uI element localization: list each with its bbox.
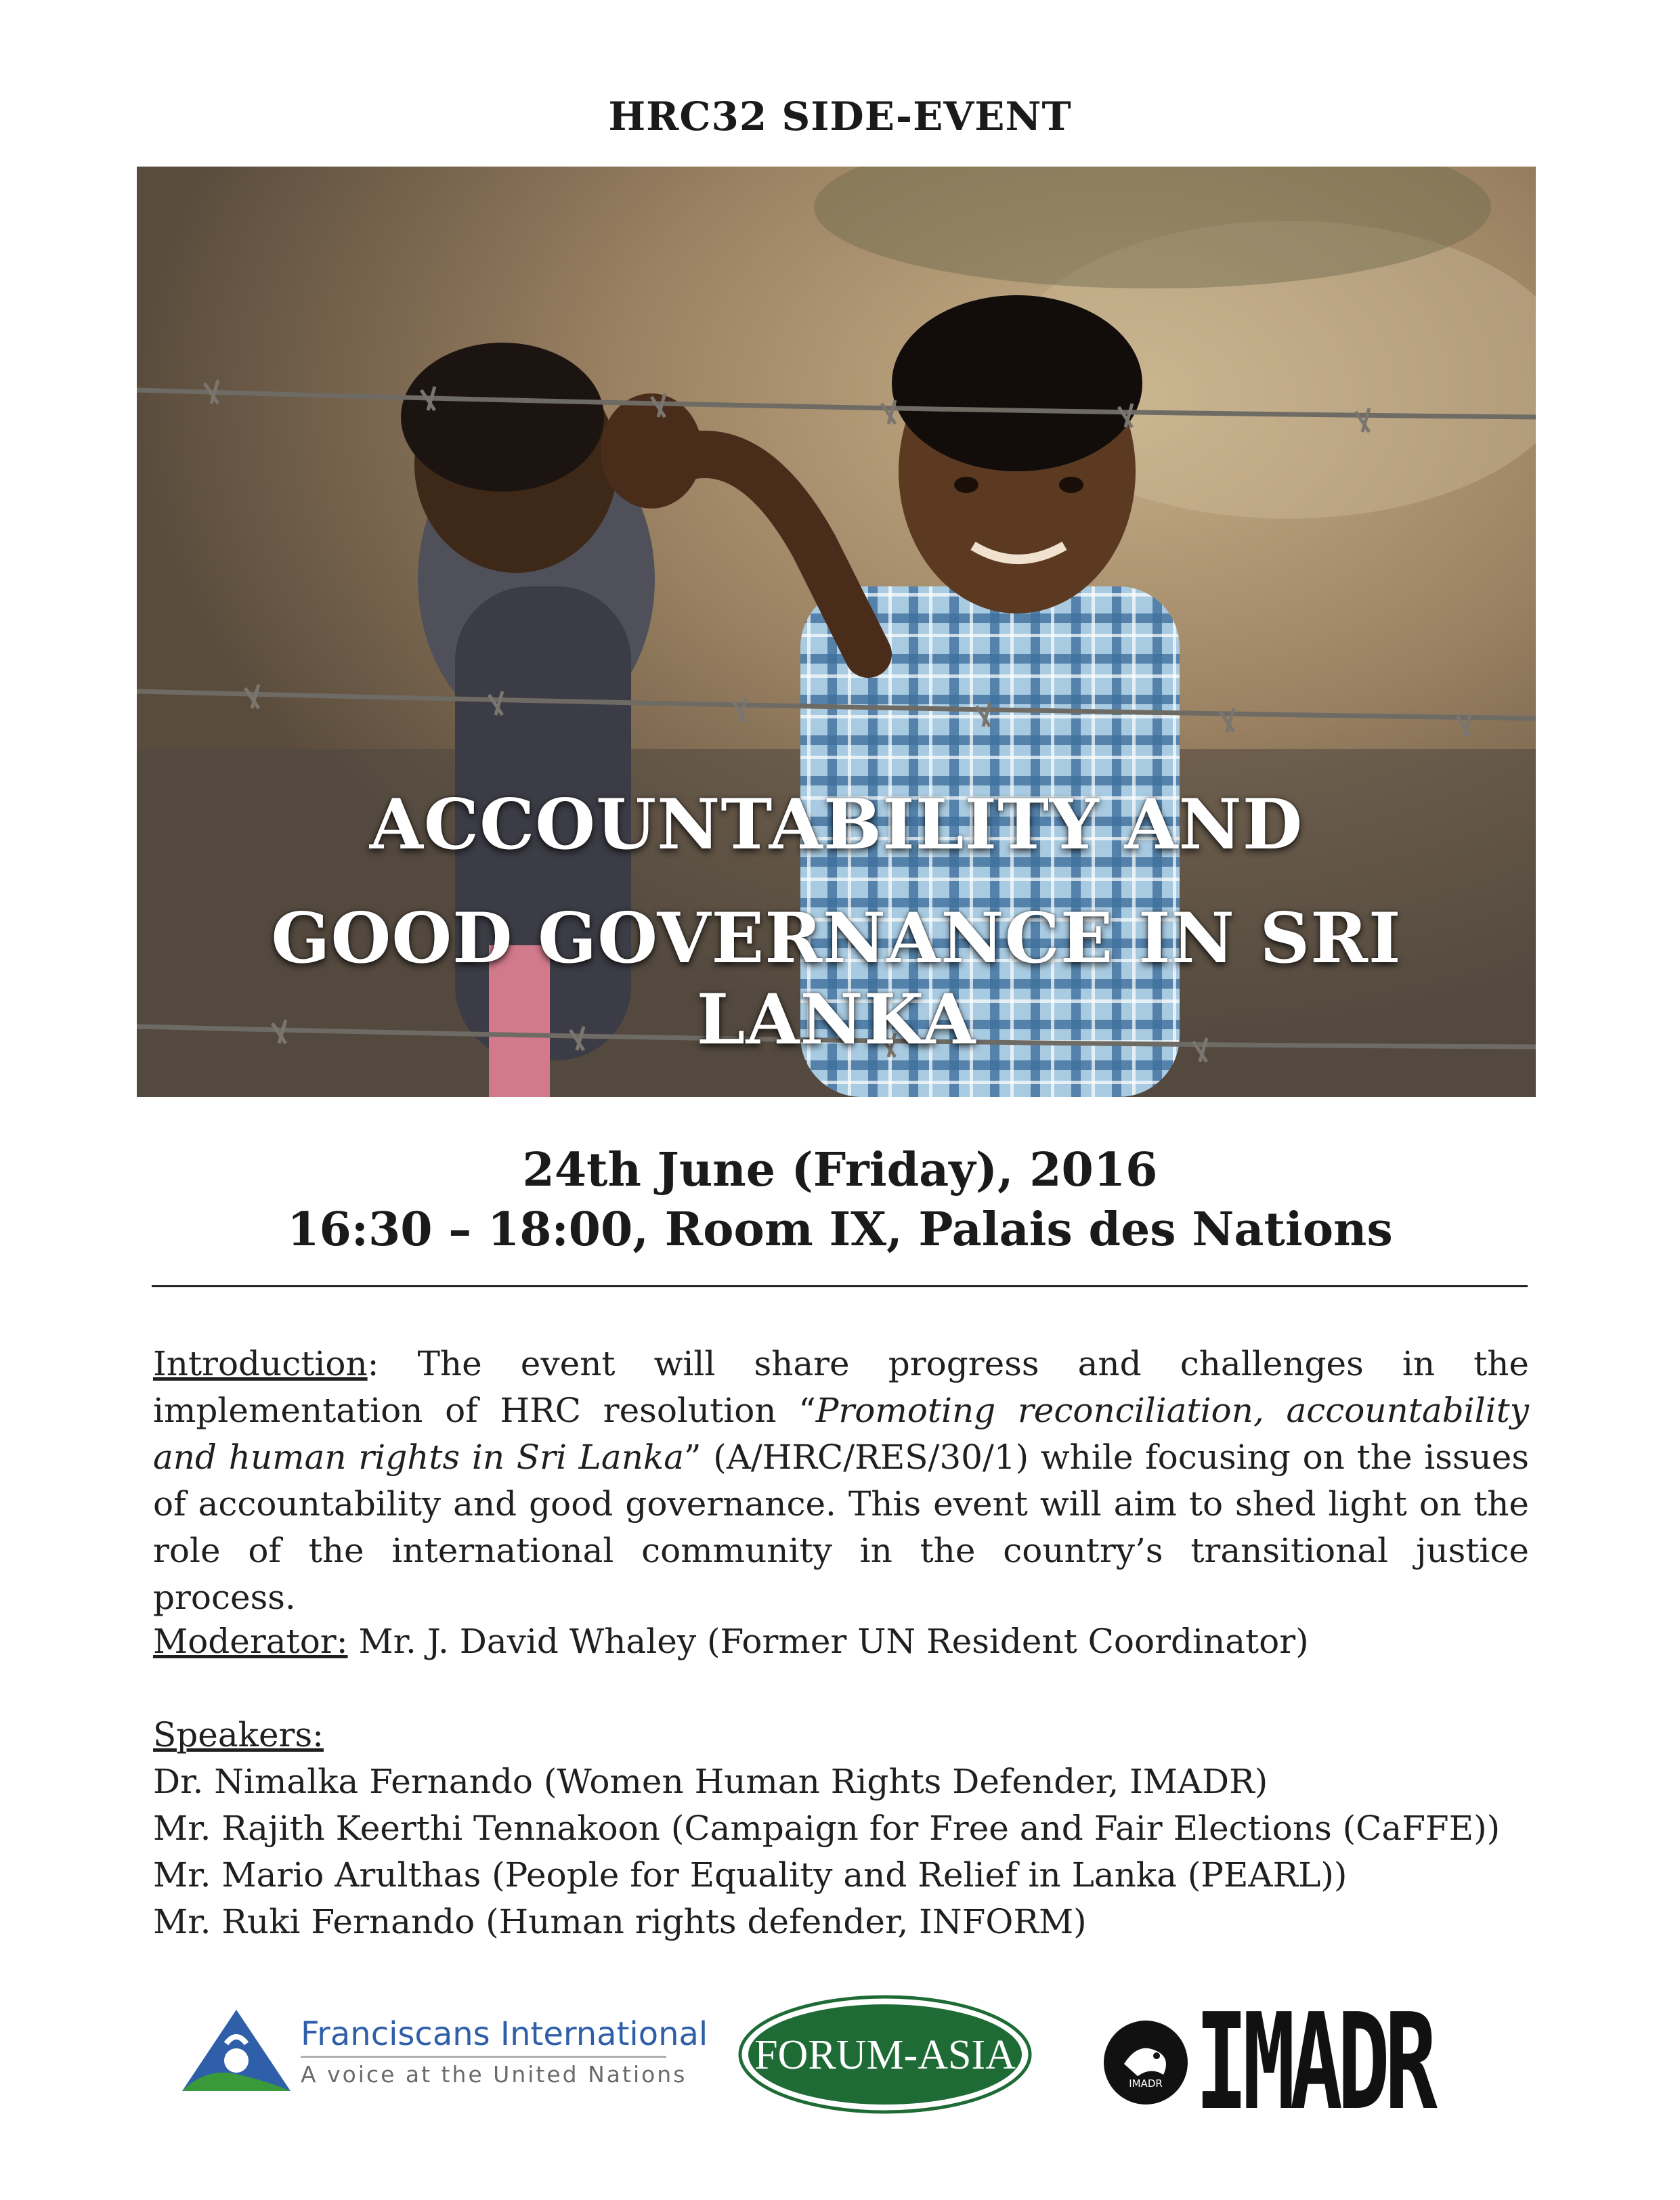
franciscans-tagline: A voice at the United Nations <box>301 2061 687 2088</box>
franciscans-rule <box>301 2056 666 2058</box>
introduction-label: Introduction <box>153 1344 368 1383</box>
franciscans-international-logo <box>179 2003 708 2105</box>
speaker-item: Mr. Mario Arulthas (People for Equality and Relief in Lanka (PEARL)) <box>153 1855 1348 1895</box>
introduction-text-end: ” (A/HRC/RES/30/1) while focusing on the issues of accountability and good governance. This event will aim to shed light on the role of the international community in the country’s transitional justice process. <box>153 1438 1529 1617</box>
imadr-wordmark: IMADR <box>1195 1985 1432 2140</box>
resolution-title: Promoting reconciliation, accountability and human rights in Sri Lanka <box>153 1391 1529 1477</box>
speakers-list <box>153 1712 1529 1945</box>
speaker-item: Mr. Ruki Fernando (Human rights defender, INFORM) <box>153 1902 1087 1941</box>
speaker-item: Dr. Nimalka Fernando (Women Human Rights Defender, IMADR) <box>153 1762 1268 1801</box>
imadr-logo <box>1090 1985 1436 2140</box>
moderator-name: Mr. J. David Whaley (Former UN Resident Coordinator) <box>347 1622 1309 1661</box>
forum-asia-name: FORUM-ASIA <box>754 2032 1016 2078</box>
section-divider <box>152 1285 1528 1287</box>
speakers-label: Speakers: <box>153 1715 324 1754</box>
franciscans-name: Franciscans International <box>301 2015 708 2053</box>
moderator-line <box>153 1618 1529 1665</box>
introduction-paragraph <box>153 1341 1529 1621</box>
introduction-text-start: : The event will share progress and challenges in the implementation of HRC resolution “ <box>153 1344 1529 1430</box>
hero-photo <box>137 167 1536 1097</box>
event-title-line-2: GOOD GOVERNANCE IN SRI LANKA <box>271 898 1402 1060</box>
speaker-item: Mr. Rajith Keerthi Tennakoon (Campaign for Free and Fair Elections (CaFFE)) <box>153 1809 1501 1848</box>
event-title-line-1: ACCOUNTABILITY AND <box>369 784 1304 865</box>
event-type-heading: HRC32 SIDE-EVENT <box>608 93 1072 139</box>
imadr-badge-text: IMADR <box>1129 2077 1163 2090</box>
franciscans-emblem-icon <box>179 2003 294 2105</box>
imadr-bird-emblem-icon <box>1090 2002 1192 2123</box>
event-date: 24th June (Friday), 2016 <box>522 1143 1158 1197</box>
event-time-location: 16:30 – 18:00, Room IX, Palais des Nations <box>287 1203 1393 1257</box>
forum-asia-logo <box>738 1995 1032 2114</box>
moderator-label: Moderator: <box>153 1622 348 1661</box>
